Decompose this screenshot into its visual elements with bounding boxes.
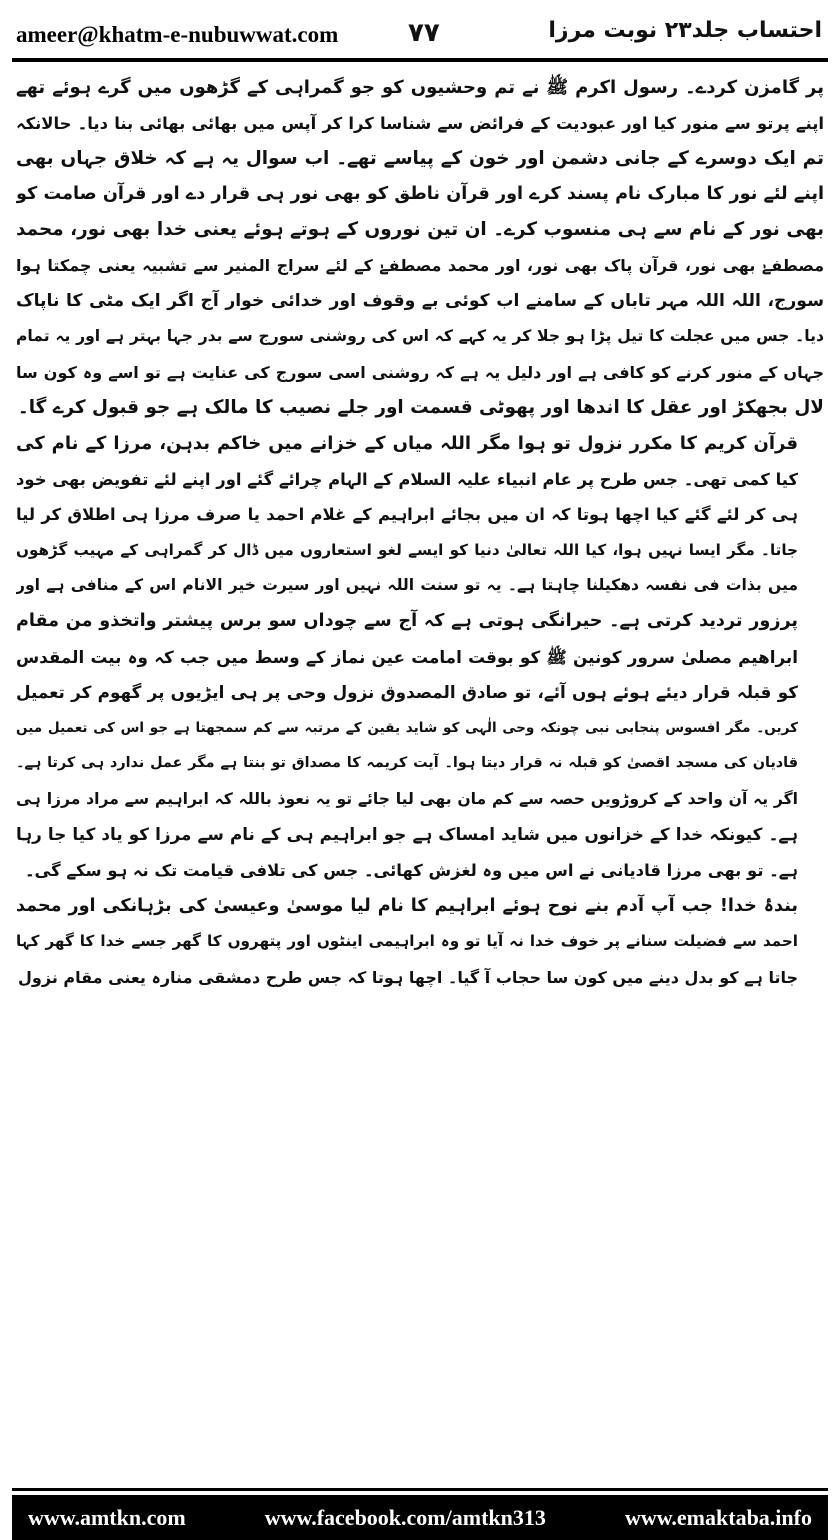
paragraph bbox=[16, 70, 824, 426]
footer-bar bbox=[12, 1495, 828, 1540]
text-line: میں بذات فی نفسہ دھکیلنا چاہتا ہے۔ یہ تو سنت اللہ نہیں اور سیرت خیر الانام اس کے منافی ہے اور bbox=[16, 576, 798, 595]
footer-link-emaktaba[interactable]: www.emaktaba.info bbox=[624, 1504, 812, 1530]
footer-link-facebook[interactable]: www.facebook.com/amtkn313 bbox=[264, 1504, 546, 1530]
text-line: دیا۔ جس میں عجلت کا تیل پڑا ہو جلا کر یہ کہے کہ اس کی روشنی سورج سے بدر جہا بہتر ہے اور یہ تمام bbox=[16, 327, 824, 346]
text-line: ہے۔ تو بھی مرزا قادیانی نے اس میں وہ لغزش کھائی۔ جس کی تلافی قیامت تک نہ ہو سکے گی۔ bbox=[24, 861, 798, 881]
paragraph bbox=[16, 889, 824, 996]
text-line: بندۂ خدا! جب آپ آدم بنے نوح ہوئے ابراہیم کا نام لیا موسیٰ وعیسیٰ کی بڑہانکی اور محمد bbox=[16, 895, 798, 916]
text-line: قادیان کی مسجد اقصیٰ کو قبلہ نہ قرار دیتا ہوا۔ آیت کریمہ کا مصداق تو بنتا ہے مگر عمل ندارد ہی کرتا ہے۔ bbox=[16, 755, 798, 772]
footer-rule bbox=[12, 1488, 828, 1491]
text-line: احمد سے فضیلت سنانے پر خوف خدا نہ آیا تو وہ ابراہیمی اینٹوں اور پتھروں کا گھر جسے خدا کا گھر کہا bbox=[16, 932, 798, 951]
text-line: پر گامزن کردے۔ رسول اکرم ﷺ نے تم وحشیوں کو جو گمراہی کے گڑھوں میں گرے ہوئے تھے bbox=[16, 77, 824, 98]
book-title: احتساب جلد۲۳ نوبت مرزا bbox=[548, 18, 822, 43]
text-line: ابراھیم مصلیٰ سرور کونین ﷺ کو بوقت امامت عین نماز کے وسط میں جب کہ وہ بیت المقدس bbox=[16, 646, 798, 667]
text-line: اپنے لئے نور کا مبارک نام پسند کرے اور قرآن ناطق کو بھی نور ہی قرار دے اور قرآن صامت کو bbox=[16, 183, 824, 204]
text-line: کریں۔ مگر افسوس پنجابی نبی چونکہ وحی الٰہی کو شاید یقین کے مرتبہ سے کم سمجھتا ہے جو اس کی تعمیل میں bbox=[16, 719, 798, 736]
text-line: جاتا ہے کو بدل دینے میں کون سا حجاب آ گیا۔ اچھا ہوتا کہ جس طرح دمشقی منارہ یعنی مقام نزول bbox=[18, 967, 798, 987]
text-line: لال بجھکڑ اور عقل کا اندھا اور پھوٹی قسمت اور جلے نصیب کا مالک ہے جو قبول کرے گا۔ bbox=[17, 397, 824, 419]
page-number: ۷۷ bbox=[408, 18, 440, 48]
text-line: کیا کمی تھی۔ جس طرح پر عام انبیاء علیہ السلام کے الہام چرائے گئے اور اپنے لئے تفویض بھی خود bbox=[16, 469, 798, 489]
header-email: ameer@khatm-e-nubuwwat.com bbox=[16, 22, 339, 47]
text-line: جہاں کے منور کرنے کو کافی ہے اور دلیل یہ ہے کہ روشنی اسی سورج کی عنایت ہے تو اسے وہ کون سا bbox=[16, 362, 824, 382]
text-line: اگر یہ آن واحد کے کروڑویں حصہ سے کم مان بھی لیا جائے تو یہ نعوذ باللہ کہ ابراہیم سے مراد مرزا ہی bbox=[16, 789, 798, 808]
text-line: کو قبلہ قرار دیئے ہوئے ہوں آئے، تو صادق المصدوق نزول وحی پر ہی ایڑیوں پر گھوم کر تعمیل bbox=[16, 682, 798, 703]
text-line: مصطفےٰ بھی نور، قرآن پاک بھی نور، اور محمد مصطفےٰ کے لئے سراج المنیر سے تشبیہ یعنی چمکتا ہوا bbox=[16, 255, 824, 275]
text-line: جاتا۔ مگر ایسا نہیں ہوا، کیا اللہ تعالیٰ دنیا کو ایسے لغو استعاروں میں ڈال کر گمراہی کے مہیب گڑھوں bbox=[16, 540, 798, 559]
text-line: قرآن کریم کا مکرر نزول تو ہوا مگر اللہ میاں کے خزانے میں خاکم بدہن، مرزا کے نام کی bbox=[16, 432, 798, 454]
page-body bbox=[16, 70, 824, 1480]
text-line: بھی نور کے نام سے ہی منسوب کرے۔ ان تین نوروں کے ہوتے ہوئے یعنی خدا بھی نور، محمد bbox=[16, 219, 824, 241]
text-line: ہی کر لئے گئے کیا اچھا ہوتا کہ ان میں بجائے ابراہیم کے غلام احمد یا صرف مرزا ہی اطلاق کر لیا bbox=[16, 505, 798, 525]
page-header bbox=[10, 6, 830, 60]
text-line: اپنے پرتو سے منور کیا اور عبودیت کے فرائض سے شناسا کرا کر آپس میں بھائی بھائی بنا دیا۔ حالانکہ bbox=[16, 113, 824, 133]
text-line: تم ایک دوسرے کے جانی دشمن اور خون کے پیاسے تھے۔ اب سوال یہ ہے کہ خلاق جہاں بھی bbox=[16, 148, 824, 170]
paragraph bbox=[16, 426, 824, 889]
text-line: پرزور تردید کرتی ہے۔ حیرانگی ہوتی ہے کہ آج سے چوداں سو برس پیشتر واتخذو من مقام bbox=[16, 610, 798, 631]
header-rule bbox=[12, 58, 828, 62]
text-line: ہے۔ کیونکہ خدا کے خزانوں میں شاید امساک ہے جو ابراہیم ہی کے نام سے مرزا کو یاد کیا جا رہا bbox=[16, 824, 798, 845]
text-line: سورج، اللہ اللہ مہر تاباں کے سامنے اب کوئی بے وقوف اور خدائی خوار آج اگر ایک مٹی کا ناپاک bbox=[16, 290, 824, 311]
footer-link-amtkn[interactable]: www.amtkn.com bbox=[28, 1504, 186, 1530]
